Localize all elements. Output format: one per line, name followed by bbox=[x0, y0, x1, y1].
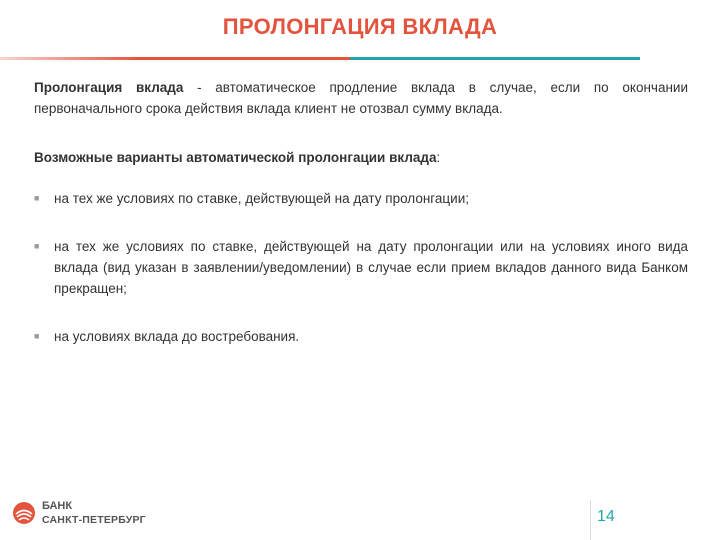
list-item-text: на тех же условиях по ставке, действующей на дату пролонгации; bbox=[54, 191, 469, 206]
list-item bbox=[34, 326, 688, 347]
options-heading-colon: : bbox=[436, 150, 441, 165]
list-item bbox=[34, 188, 688, 209]
list-item bbox=[34, 236, 688, 299]
definition-term: Пролонгация вклада bbox=[34, 80, 184, 95]
definition-paragraph bbox=[34, 77, 688, 119]
list-item-text: на тех же условиях по ставке, действующей на дату пролонгации или на условиях иного вида вклада (вид указан в заявлении/уведомлении) в случае если прием вкладов данного вида Банком прекращен; bbox=[54, 239, 688, 296]
logo-text-line2: САНКТ-ПЕТЕРБУРГ bbox=[42, 514, 146, 526]
square-bullet-icon: ■ bbox=[34, 241, 40, 251]
title-underline-teal bbox=[350, 57, 640, 60]
footer-divider bbox=[590, 500, 591, 540]
square-bullet-icon: ■ bbox=[34, 331, 40, 341]
logo-text-line1: БАНК bbox=[42, 500, 73, 512]
slide-title: ПРОЛОНГАЦИЯ ВКЛАДА bbox=[222, 14, 498, 39]
bank-logo-icon bbox=[12, 501, 36, 525]
slide-content bbox=[34, 77, 688, 374]
definition-text: - автоматическое продление вклада в случае, если по окончании первоначального срока действия вклада клиент не отозвал сумму вклада. bbox=[34, 80, 688, 116]
title-underline-red bbox=[0, 57, 350, 60]
options-heading-text: Возможные варианты автоматической пролонгации вклада bbox=[34, 150, 437, 165]
options-list bbox=[34, 188, 688, 347]
square-bullet-icon: ■ bbox=[34, 193, 40, 203]
list-item-text: на условиях вклада до востребования. bbox=[54, 329, 300, 344]
bank-logo bbox=[12, 494, 162, 534]
options-heading bbox=[34, 147, 688, 168]
page-number: 14 bbox=[597, 508, 615, 525]
